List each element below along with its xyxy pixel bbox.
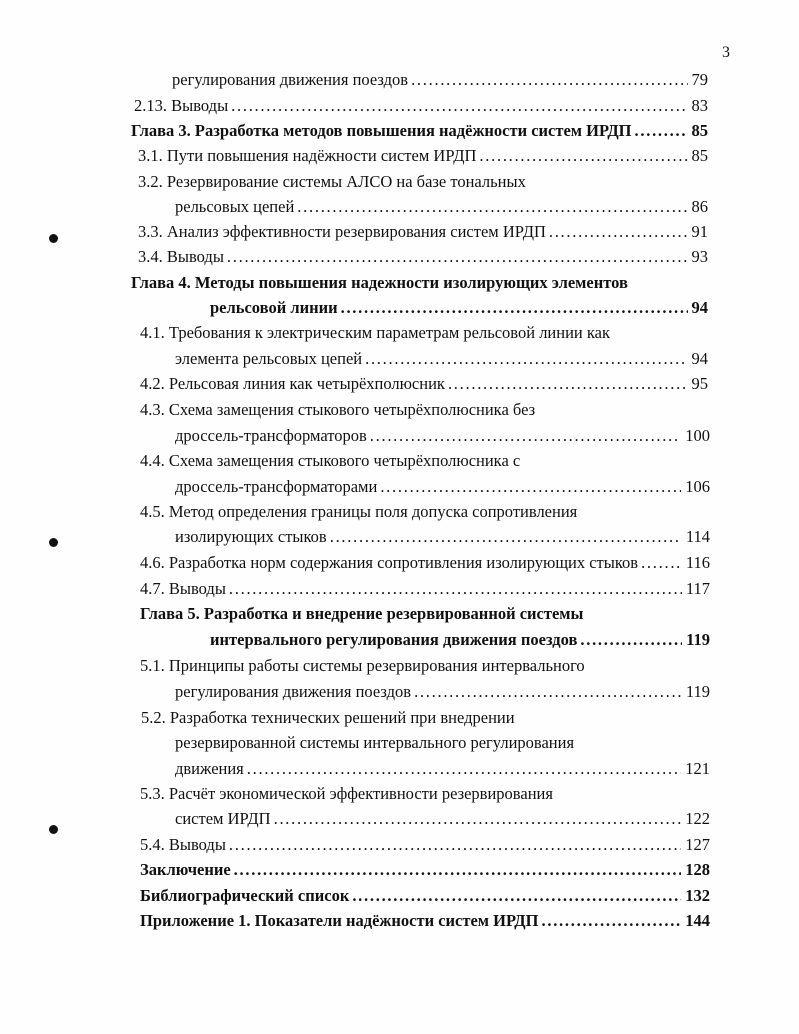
toc-chapter-entry: интервального регулирования движения поездов . . . 119 xyxy=(210,628,710,652)
toc-entry: 4.4. Схема замещения стыкового четырёхполюсника с xyxy=(140,451,521,470)
toc-entry: 4.1. Требования к электрическим параметрам рельсовой линии как xyxy=(140,323,610,342)
toc-entry: резервированной системы интервального регулирования xyxy=(175,733,575,752)
toc-entry: 3.3. Анализ эффективности резервирования систем ИРДП . . . 91 xyxy=(138,220,708,244)
toc-entry: изолирующих стыков . . . 114 xyxy=(175,525,710,549)
toc-entry: 5.1. Принципы работы системы резервирования интервального xyxy=(140,656,585,675)
toc-entry: регулирования движения поездов . . . 119 xyxy=(175,680,710,704)
toc-entry: 4.3. Схема замещения стыкового четырёхполюсника без xyxy=(140,400,536,419)
margin-mark xyxy=(49,234,58,243)
toc-entry: 4.7. Выводы . . . 117 xyxy=(140,577,710,601)
margin-mark xyxy=(49,538,58,547)
toc-entry: систем ИРДП . . . 122 xyxy=(175,807,710,831)
toc-chapter-entry: Глава 5. Разработка и внедрение резервированной системы xyxy=(140,604,584,623)
toc-entry: 5.2. Разработка технических решений при внедрении xyxy=(141,708,515,727)
toc-entry: 3.4. Выводы . . . 93 xyxy=(138,245,708,269)
toc-entry: 5.3. Расчёт экономической эффективности резервирования xyxy=(140,784,553,803)
toc-chapter-entry: рельсовой линии . . . 94 xyxy=(210,296,708,320)
toc-entry: дроссель-трансформаторов . . . 100 xyxy=(175,424,710,448)
toc-entry: 5.4. Выводы . . . 127 xyxy=(140,833,710,857)
toc-entry: 3.1. Пути повышения надёжности систем ИРДП . . . 85 xyxy=(138,144,708,168)
toc-chapter-entry: Глава 3. Разработка методов повышения надёжности систем ИРДП . . . 85 xyxy=(131,119,708,143)
margin-mark xyxy=(49,825,58,834)
toc-chapter-entry: Приложение 1. Показатели надёжности систем ИРДП . . . 144 xyxy=(140,909,710,933)
toc-entry: элемента рельсовых цепей . . . 94 xyxy=(175,347,708,371)
toc-entry: 4.5. Метод определения границы поля допуска сопротивления xyxy=(140,502,578,521)
toc-entry: 4.6. Разработка норм содержания сопротивления изолирующих стыков . . . 116 xyxy=(140,551,710,575)
toc-entry: рельсовых цепей . . . 86 xyxy=(175,195,708,219)
toc-entry: 2.13. Выводы . . . 83 xyxy=(134,94,708,118)
toc-entry: 3.2. Резервирование системы АЛСО на базе тональных xyxy=(138,172,526,191)
toc-chapter-entry: Глава 4. Методы повышения надежности изолирующих элементов xyxy=(131,273,628,292)
toc-entry: регулирования движения поездов . . . 79 xyxy=(172,68,708,92)
toc-chapter-entry: Заключение . . . 128 xyxy=(140,858,710,882)
toc-chapter-entry: Библиографический список . . . 132 xyxy=(140,884,710,908)
page-number: 3 xyxy=(722,44,730,61)
toc-entry: 4.2. Рельсовая линия как четырёхполюсник . . . 95 xyxy=(140,372,708,396)
toc-entry: движения . . . 121 xyxy=(175,757,710,781)
toc-entry: дроссель-трансформаторами . . . 106 xyxy=(175,475,710,499)
